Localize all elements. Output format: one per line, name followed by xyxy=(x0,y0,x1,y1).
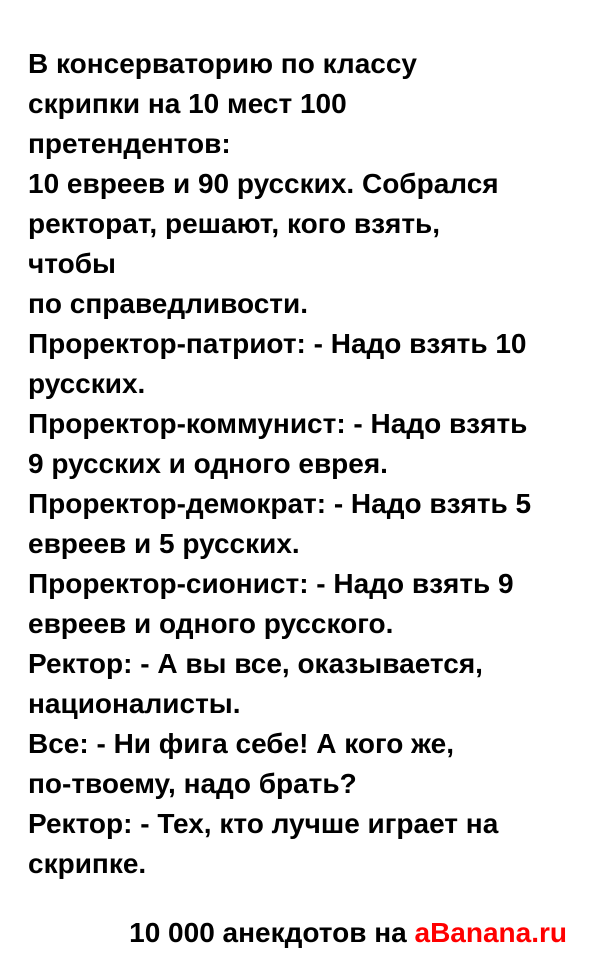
footer-text: 10 000 анекдотов на xyxy=(129,917,415,948)
joke-line: ректорат, решают, кого взять, xyxy=(28,208,441,239)
joke-line: Ректор: - А вы все, оказывается, xyxy=(28,648,483,679)
joke-line: скрипке. xyxy=(28,848,147,879)
joke-line: Проректор-сионист: - Надо взять 9 xyxy=(28,568,514,599)
joke-line: Все: - Ни фига себе! А кого же, xyxy=(28,728,455,759)
joke-line: Проректор-демократ: - Надо взять 5 xyxy=(28,488,532,519)
joke-line: Проректор-коммунист: - Надо взять xyxy=(28,408,528,439)
joke-text xyxy=(28,44,580,884)
joke-line: 9 русских и одного еврея. xyxy=(28,448,388,479)
joke-line: 10 евреев и 90 русских. Собрался xyxy=(28,168,499,199)
joke-line: претендентов: xyxy=(28,128,231,159)
joke-line: чтобы xyxy=(28,248,116,279)
site-link[interactable]: aBanana.ru xyxy=(414,917,567,948)
joke-line: русских. xyxy=(28,368,146,399)
joke-line: В консерваторию по классу xyxy=(28,48,418,79)
joke-line: евреев и 5 русских. xyxy=(28,528,300,559)
footer-watermark xyxy=(0,913,567,953)
joke-line: скрипки на 10 мест 100 xyxy=(28,88,347,119)
joke-line: националисты. xyxy=(28,688,241,719)
joke-line: по справедливости. xyxy=(28,288,308,319)
joke-line: по-твоему, надо брать? xyxy=(28,768,357,799)
joke-line: евреев и одного русского. xyxy=(28,608,394,639)
joke-line: Проректор-патриот: - Надо взять 10 xyxy=(28,328,527,359)
joke-line: Ректор: - Тех, кто лучше играет на xyxy=(28,808,499,839)
